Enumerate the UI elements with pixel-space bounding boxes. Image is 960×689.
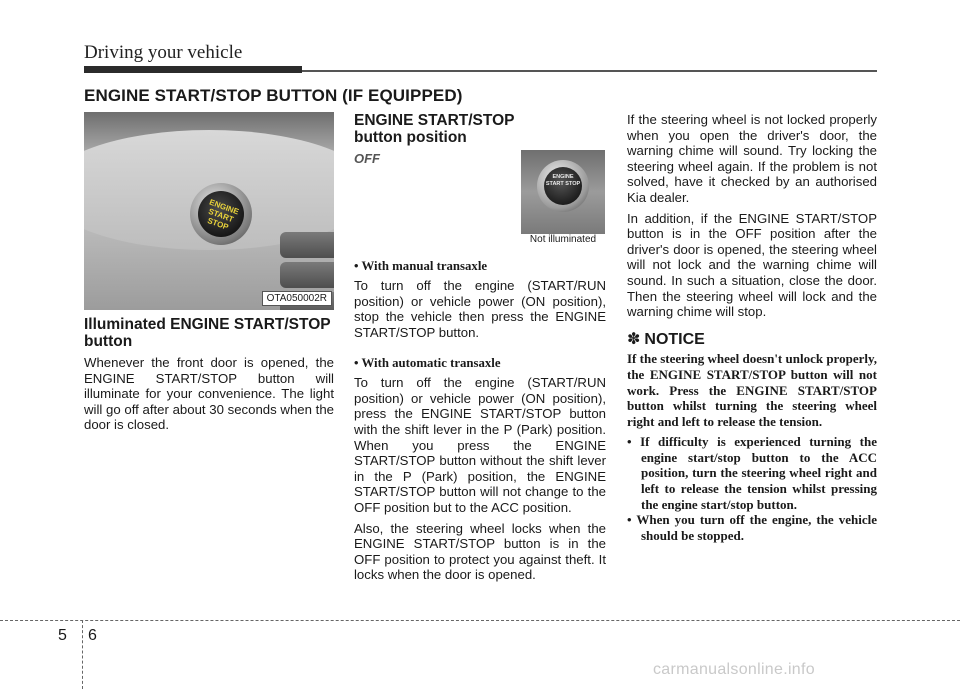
- photo-button-label: ENGINE START STOP: [206, 197, 241, 232]
- thumb-caption: Not illuminated: [521, 234, 605, 246]
- header-rule: [302, 70, 877, 72]
- manual-body: To turn off the engine (START/RUN position) or vehicle power (ON position), stop the vehicle then press the ENGINE START/STOP button.: [354, 278, 606, 340]
- column-3: [627, 112, 877, 543]
- notice-body: If the steering wheel doesn't unlock properly, the ENGINE START/STOP button will not work. Press the ENGINE START/STOP button whilst turning the steering wheel right and left to release the tension.: [627, 351, 878, 429]
- list-item: • When you turn off the engine, the vehicle should be stopped.: [627, 512, 877, 543]
- list-item: • If difficulty is experienced turning the engine start/stop button to the ACC position, turn the steering wheel right and left to release the tension whilst pressing the engine start/stop button.: [627, 434, 877, 512]
- notice-icon: ✽: [627, 330, 641, 348]
- driver-door-para: In addition, if the ENGINE START/STOP button is in the OFF position after the driver's door is opened, the steering wheel will not lock and the warning chime will sound. In such a situation, close the door. Then the steering wheel will lock and the warning chime will stop.: [627, 210, 877, 320]
- column-1: [84, 112, 334, 438]
- illuminated-heading: Illuminated ENGINE START/STOP button: [84, 316, 331, 350]
- lock-body: Also, the steering wheel locks when the ENGINE START/STOP button is in the OFF position to protect you against theft. It locks when the door is opened.: [354, 520, 606, 583]
- page-number: 6: [88, 627, 97, 644]
- thumb-button-label: ENGINE START STOP: [545, 174, 581, 187]
- header-title: Driving your vehicle: [84, 42, 243, 63]
- photo-code: OTA050002R: [262, 291, 332, 306]
- column-2: [354, 112, 606, 588]
- chapter-number: 5: [58, 627, 67, 644]
- section-title: ENGINE START/STOP BUTTON (IF EQUIPPED): [84, 86, 463, 105]
- notice-list: [627, 434, 877, 543]
- watermark: carmanualsonline.info: [653, 661, 815, 678]
- header-bar: [84, 66, 302, 73]
- position-heading: ENGINE START/STOP button position: [354, 112, 515, 146]
- illuminated-body: Whenever the front door is opened, the ENGINE START/STOP button will illuminate for your convenience. The light will go off after about 30 seconds when the door is closed.: [84, 355, 334, 433]
- footer-rule: [0, 620, 960, 621]
- mode-label: OFF: [354, 151, 380, 166]
- automatic-heading: • With automatic transaxle: [354, 355, 501, 370]
- steering-lock-para: If the steering wheel is not locked properly when you open the driver's door, the warning chime will sound. Try locking the steering wheel again. If the problem is not solved, have it checked by an authorised Kia dealer.: [627, 112, 877, 205]
- off-button-image: [521, 150, 605, 248]
- automatic-body: To turn off the engine (START/RUN position) or vehicle power (ON position), press the ENGINE START/STOP button with the shift lever in the P (Park) position. When you press the ENGINE START/STOP button without the shift lever in the P (Park) position, the ENGINE START/STOP button will not change to the OFF position but to the ACC position.: [354, 375, 606, 515]
- notice-label: NOTICE: [644, 330, 705, 348]
- footer-divider: [82, 620, 83, 689]
- notice-title: [627, 332, 877, 348]
- manual-heading: • With manual transaxle: [354, 258, 488, 273]
- start-button-photo: [84, 112, 334, 310]
